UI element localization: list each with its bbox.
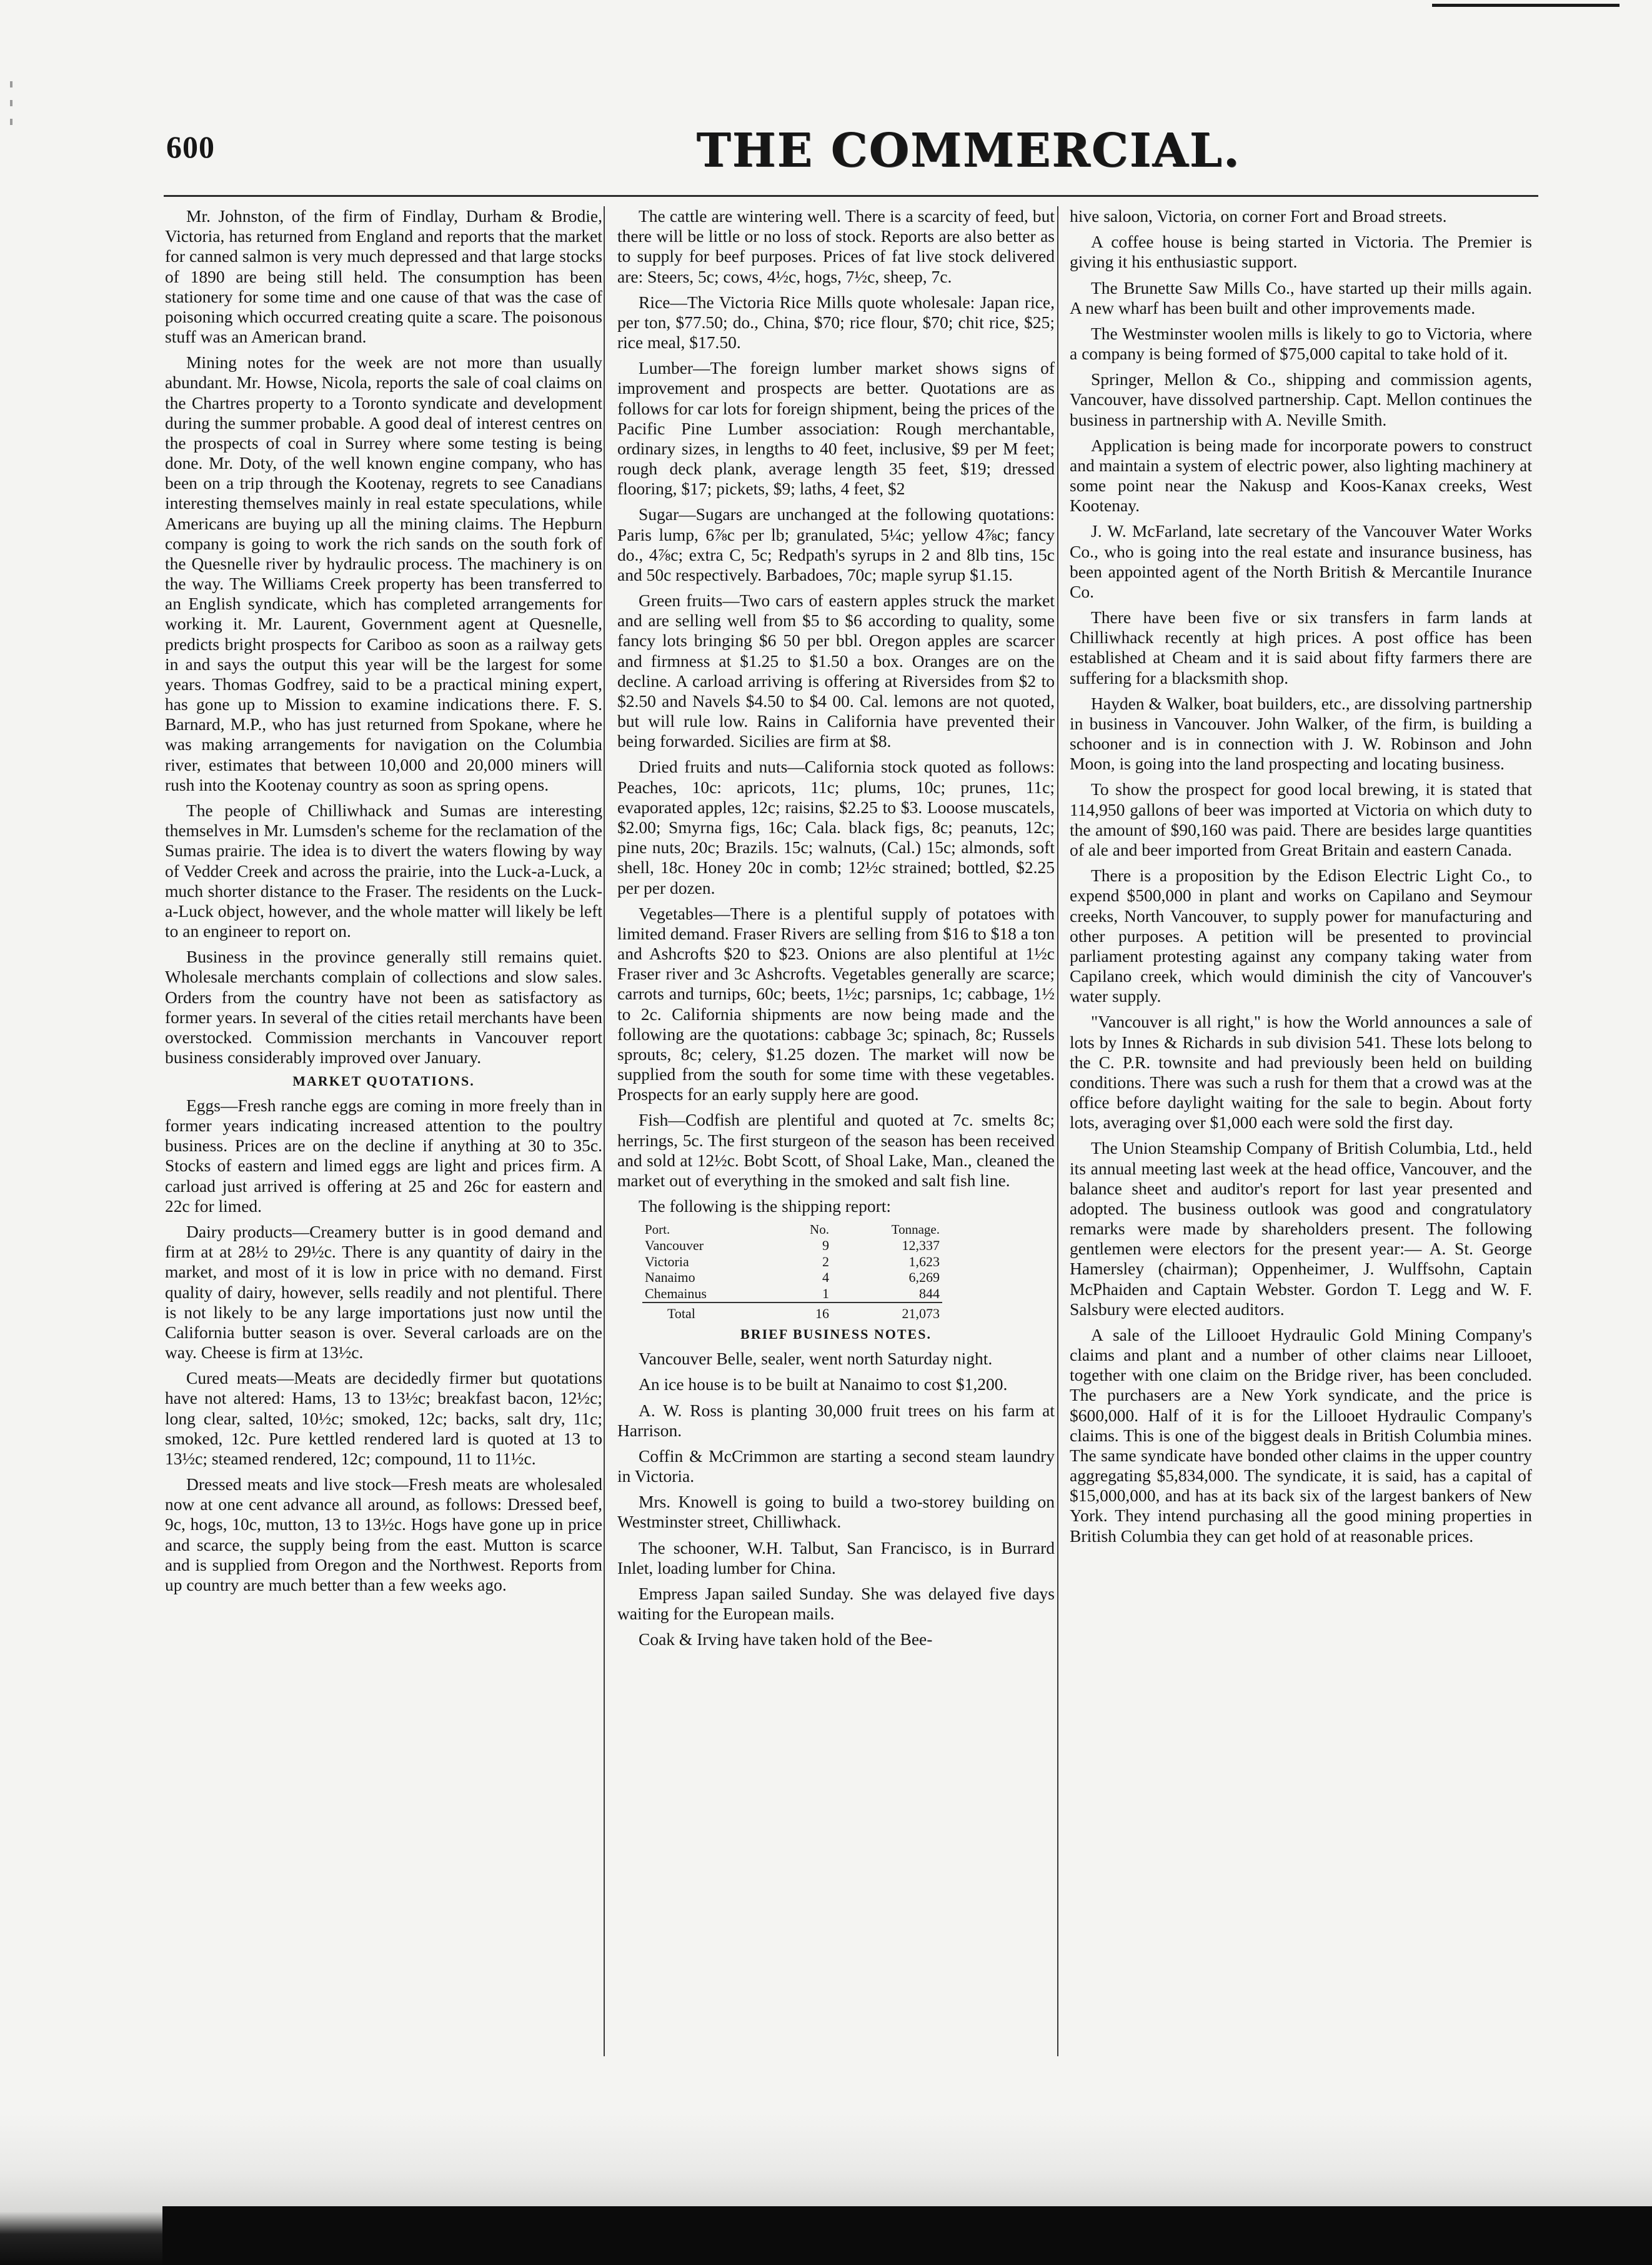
port-cell: Vancouver bbox=[645, 1237, 704, 1253]
scan-black-border bbox=[162, 2206, 1652, 2265]
margin-mark bbox=[10, 100, 12, 106]
table-header-row bbox=[642, 1222, 942, 1238]
table-row bbox=[642, 1238, 942, 1254]
brief-note: The Union Steamship Company of British Columbia, Ltd., held its annual meeting last week at the head office, Vancouver, and the balance sheet and auditor's report for last year presented and adopted. The business outlook was good and congratulatory remarks were made by shareholders present. The following gentlemen were electors for the present year:— A. St. George Hamersley (chairman); Oppenheimer, J. Wulffsohn, Captain McPhaiden and Captain Webster. Gordon T. Legg and W. F. Salsbury were elected auditors. bbox=[1070, 1138, 1532, 1319]
market-paragraph: Vegetables—There is a plentiful supply of potatoes with limited demand. Fraser Rivers are selling from $16 to $18 a ton and Ashcrofts $20 to $23. Onions are also plentiful at 1½c Fraser river and 3c Ashcrofts. Vegetables generally are scarce; carrots and turnips, 60c; beets, 1½c; parsnips, 1c; cabbage, 1½ to 2c. California shipments are now being made and the following are the quotations: cabbage 3c; spinach, 8c; Russels sprouts, 8c; celery, $1.25 dozen. The market will now be supplied from the south for some time with these vegetables. Prospects for an early supply here are good. bbox=[617, 903, 1055, 1104]
market-paragraph: Dairy products—Creamery butter is in good demand and firm at at 28½ to 29½c. There is any quantity of dairy in the market, and most of it is low in price with no demand. First quality of dairy, however, sells readily and not plentiful. There is not likely to be any large importations just now until the California butter season is over. Several carloads are on the way. Cheese is firm at 13½c. bbox=[165, 1221, 602, 1362]
brief-business-notes-heading: BRIEF BUSINESS NOTES. bbox=[740, 1326, 932, 1342]
tonnage-cell: 6,269 bbox=[908, 1269, 940, 1286]
brief-note: Mrs. Knowell is going to build a two-storey building on Westminster street, Chilliwhack. bbox=[617, 1492, 1055, 1532]
count-cell: 1 bbox=[822, 1286, 829, 1302]
brief-note: Coak & Irving have taken hold of the Bee- bbox=[639, 1629, 933, 1649]
column-header: Tonnage. bbox=[891, 1222, 940, 1238]
market-paragraph: Fish—Codfish are plentiful and quoted at 7c. smelts 8c; herrings, 5c. The first sturgeon of the season has been received and sold at 12½c. Bobt Scott, of Shoal Lake, Man., cleaned the market out of everything in the smoked and salt fish line. bbox=[617, 1110, 1055, 1190]
page-number: 600 bbox=[166, 129, 215, 164]
brief-note: Vancouver Belle, sealer, went north Saturday night. bbox=[639, 1349, 993, 1369]
article-paragraph: Mr. Johnston, of the firm of Findlay, Durham & Brodie, Victoria, has returned from England and reports that the market for canned salmon is very much depressed and that large stocks of 1890 are being still held. The consumption has been stationery for some time and one cause of that was the case of poisoning which occurred creating quite a scare. The poisonous stuff was an American brand. bbox=[165, 206, 602, 347]
column-1 bbox=[165, 206, 602, 2094]
port-cell: Victoria bbox=[645, 1253, 689, 1269]
count-cell: 9 bbox=[822, 1237, 829, 1253]
brief-note: Springer, Mellon & Co., shipping and commission agents, Vancouver, have dissolved partnership. Capt. Mellon continues the business in partnership with A. Neville Smith. bbox=[1070, 369, 1532, 429]
market-paragraph: The cattle are wintering well. There is a scarcity of feed, but there will be little or no loss of stock. Reports are also better as to supply for beef purposes. Prices of fat live stock delivered are: Steers, 5c; cows, 4½c, hogs, 7½c, sheep, 7c. bbox=[617, 206, 1055, 286]
brief-note: To show the prospect for good local brewing, it is stated that 114,950 gallons of beer was imported at Victoria on which duty to the amount of $90,160 was paid. There are besides large quantities of ale and beer imported from Great Britain and eastern Canada. bbox=[1070, 779, 1532, 859]
total-label: Total bbox=[642, 1302, 781, 1322]
tonnage-cell: 1,623 bbox=[908, 1253, 940, 1269]
brief-note: The Brunette Saw Mills Co., have started up their mills again. A new wharf has been built and other improvements made. bbox=[1070, 278, 1532, 318]
brief-note: Application is being made for incorporate powers to construct and maintain a system of electric power, also lighting machinery at some point near the Nakusp and Koos-Kanax creeks, West Kootenay. bbox=[1070, 435, 1532, 516]
article-paragraph: Business in the province generally still remains quiet. Wholesale merchants complain of collections and slow sales. Orders from the country have not been as satisfactory as former years. In several of the cities retail merchants have been overstocked. Commission merchants in Vancouver report business considerably improved over January. bbox=[165, 947, 602, 1068]
header-rule bbox=[164, 195, 1538, 197]
brief-note: There is a proposition by the Edison Electric Light Co., to expend $500,000 in plant and works on Capilano and Seymour creeks, North Vancouver, to supply power for manufacturing and other purposes. A petition will be presented to provincial parliament protesting against any company taking water from Capilano creek, which would diminish the city of Vancouver's water supply. bbox=[1070, 866, 1532, 1006]
market-paragraph: Dressed meats and live stock—Fresh meats are wholesaled now at one cent advance all around, as follows: Dressed beef, 9c, hogs, 10c, mutton, 13 to 13½c. Hogs have gone up in price and scarce, the supply being from the east. Mutton is scarce and is supplied from Oregon and the Northwest. Reports from up country are much better than a few weeks ago. bbox=[165, 1474, 602, 1594]
margin-mark bbox=[10, 119, 12, 125]
brief-note: An ice house is to be built at Nanaimo to cost $1,200. bbox=[639, 1374, 1008, 1394]
brief-note: Coffin & McCrimmon are starting a second steam laundry in Victoria. bbox=[617, 1446, 1055, 1486]
brief-note: The Westminster woolen mills is likely to go to Victoria, where a company is being formed of $75,000 capital to take hold of it. bbox=[1070, 323, 1532, 364]
brief-note: A sale of the Lillooet Hydraulic Gold Mining Company's claims and plant and a number of other claims near Lillooet, together with one claim on the Bridge river, has been concluded. The purchasers are a New York syndicate, and the price is $600,000. Half of it is for the Lillooet Hydraulic Company's claims. This is one of the biggest deals in British Columbia mines. The same syndicate have bonded other claims in the upper country aggregating $5,834,000. The syndicate, it is said, has a capital of $15,000,000, and has at its back six of the largest bankers of New York. They intend purchasing all the good mining properties in British Columbia they can get hold of at reasonable prices. bbox=[1070, 1324, 1532, 1546]
article-paragraph: The people of Chilliwhack and Sumas are interesting themselves in Mr. Lumsden's scheme for the reclamation of the Sumas prairie. The idea is to divert the waters flowing by way of Vedder Creek and across the prairie, into the Luck-a-Luck, a much shorter distance to the Fraser. The residents on the Luck-a-Luck object, however, and the whole matter will likely be left to an engineer to report on. bbox=[165, 800, 602, 941]
tonnage-cell: 12,337 bbox=[902, 1237, 940, 1253]
brief-note: hive saloon, Victoria, on corner Fort and Broad streets. bbox=[1070, 206, 1447, 226]
brief-note: Empress Japan sailed Sunday. She was delayed five days waiting for the European mails. bbox=[617, 1583, 1055, 1624]
column-header: No. bbox=[810, 1222, 829, 1238]
port-cell: Nanaimo bbox=[645, 1269, 695, 1286]
count-cell: 2 bbox=[822, 1253, 829, 1269]
market-paragraph: Green fruits—Two cars of eastern apples struck the market and are selling well from $5 to $6 according to quality, some fancy lots bringing $6 50 per bbl. Oregon apples are scarcer and firmness at $1.25 to $1.50 a box. Oranges are on the decline. A carload arriving is offering at Riversides from $2 to $2.50 and Navels $4.50 to $4 00. Cal. lemons are not quoted, but will rule low. Rains in California have prevented their being forwarded. Sicilies are firm at $8. bbox=[617, 591, 1055, 751]
market-paragraph: Lumber—The foreign lumber market shows signs of improvement and prospects are better. Quotations are as follows for car lots for foreign shipment, being the prices of the Pacific Pine Lumber association: Rough merchantable, ordinary sizes, in lengths to 40 feet, inclusive, $9 per M feet; rough deck plank, average length 35 feet, $19; dressed flooring, $17; pickets, $9; laths, 4 feet, $2 bbox=[617, 358, 1055, 499]
brief-note: There have been five or six transfers in farm lands at Chilliwhack recently at high prices. A post office has been established at Cheam and it is said about fifty farmers there are suffering for a blacksmith shop. bbox=[1070, 608, 1532, 688]
margin-mark bbox=[10, 81, 12, 88]
market-paragraph: Eggs—Fresh ranche eggs are coming in more freely than in former years indicating increased attention to the poultry business. Prices are on the decline if anything at 30 to 35c. Stocks of eastern and limed eggs are light and prices firm. A carload just arrived is offering at 25 and 26c for eastern and 22c for limed. bbox=[165, 1095, 602, 1216]
masthead-title: THE COMMERCIAL. bbox=[696, 124, 1241, 178]
brief-note: Hayden & Walker, boat builders, etc., are dissolving partnership in business in Vancouver. John Walker, of the firm, is building a schooner and is in connection with J. W. Robinson and John Moon, is going into the land prospecting and locating business. bbox=[1070, 693, 1532, 774]
count-cell: 4 bbox=[822, 1269, 829, 1286]
column-header: Port. bbox=[645, 1222, 670, 1238]
table-total-row bbox=[642, 1302, 942, 1322]
tonnage-cell: 844 bbox=[919, 1286, 940, 1302]
column-3 bbox=[1070, 206, 1532, 2094]
brief-note: J. W. McFarland, late secretary of the Vancouver Water Works Co., who is going into the real estate and insurance business, has been appointed agent of the North British & Mercantile Inurance Co. bbox=[1070, 521, 1532, 601]
top-edge-rule bbox=[1432, 4, 1620, 7]
table-row bbox=[642, 1286, 942, 1302]
market-paragraph: Sugar—Sugars are unchanged at the following quotations: Paris lump, 6⅞c per lb; granulated, 5¼c; yellow 4⅞c; fancy do., 4⅞c; extra C, 5c; Redpath's syrups in 2 and 8lb tins, 15c and 50c respectively. Barbadoes, 70c; maple syrup $1.15. bbox=[617, 504, 1055, 584]
table-row bbox=[642, 1269, 942, 1286]
brief-note: A coffee house is being started in Victoria. The Premier is giving it his enthusiastic support. bbox=[1070, 232, 1532, 272]
column-divider bbox=[1057, 206, 1058, 2056]
article-paragraph: Mining notes for the week are not more than usually abundant. Mr. Howse, Nicola, reports the sale of coal claims on the Chartres property to a Toronto syndicate and development during the summer probable. A good deal of interest centres on the prospects of coal in Surrey where some testing is being done. Mr. Doty, of the well known engine company, who has been on a trip through the Kootenay, regrets to see Canadians interesting themselves mainly in real estate speculations, while Americans are buying up all the mining claims. The Hepburn company is going to work the rich sands on the south fork of the Quesnelle river by hydraulic process. The machinery is on the way. The Williams Creek property has been transferred to an English syndicate, which has completed arrangements for working it. Mr. Laurent, Government agent at Quesnelle, predicts bright prospects for Cariboo as soon as a railway gets in and says the output this year will be the largest for some years. Thomas Godfrey, said to be a practical mining expert, has gone up to Mission to examine indications there. F. S. Barnard, M.P., who has just returned from Spokane, where he was making arrangements for navigation on the Columbia river, estimates that between 10,000 and 20,000 miners will rush into the Kootenay country as soon as spring opens. bbox=[165, 352, 602, 794]
brief-note: "Vancouver is all right," is how the World announces a sale of lots by Innes & Richards in sub division 541. These lots belong to the C. P.R. townsite and had previously been held on building conditions. There was such a rush for them that a crowd was at the office before daylight waiting for the sale to begin. About forty lots, averaging over $1,000 each were sold the first day. bbox=[1070, 1012, 1532, 1132]
brief-note: The schooner, W.H. Talbut, San Francisco, is in Burrard Inlet, loading lumber for China. bbox=[617, 1538, 1055, 1578]
market-paragraph: Cured meats—Meats are decidedly firmer but quotations have not altered: Hams, 13 to 13½c; breakfast bacon, 12½c; long clear, salted, 10½c; smoked, 12c; backs, salt dry, 11c; smoked, 12c. Pure kettled rendered lard is quoted at 13 to 13½c; steamed rendered, 12c; compound, 11 to 11½c. bbox=[165, 1368, 602, 1468]
market-paragraph: Rice—The Victoria Rice Mills quote wholesale: Japan rice, per ton, $77.50; do., China, $70; rice flour, $70; chit rice, $25; rice meal, $17.50. bbox=[617, 292, 1055, 352]
total-tonnage: 21,073 bbox=[832, 1302, 942, 1322]
total-count: 16 bbox=[781, 1302, 832, 1322]
shipping-report-intro: The following is the shipping report: bbox=[639, 1196, 892, 1216]
table-row bbox=[642, 1254, 942, 1270]
column-2 bbox=[617, 206, 1055, 2094]
market-quotations-heading: MARKET QUOTATIONS. bbox=[292, 1073, 475, 1089]
port-cell: Chemainus bbox=[645, 1286, 707, 1302]
column-divider bbox=[604, 206, 605, 2056]
shipping-report-table bbox=[642, 1222, 942, 1321]
brief-note: A. W. Ross is planting 30,000 fruit trees on his farm at Harrison. bbox=[617, 1400, 1055, 1440]
market-paragraph: Dried fruits and nuts—California stock quoted as follows: Peaches, 10c: apricots, 11c; plums, 10c; prunes, 11c; evaporated apples, 12c; raisins, $2.25 to $3. Looose muscatels, $2.00; Smyrna figs, 16c; Cala. black figs, 8c; peanuts, 12c; pine nuts, 20c; Brazils. 15c; walnuts, (Cal.) 15c; almonds, soft shell, 18c. Honey 20c in comb; 12½c strained; bottled, $2.25 per per dozen. bbox=[617, 757, 1055, 898]
